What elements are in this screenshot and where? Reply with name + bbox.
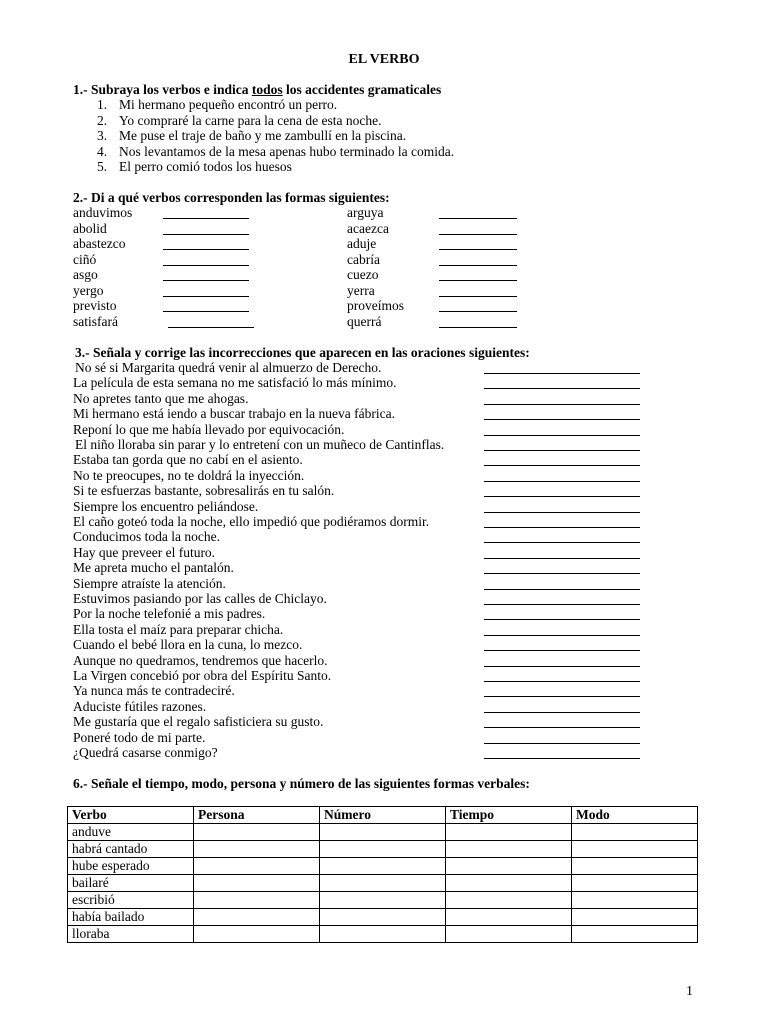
sentence-item: No sé si Margarita quedrá venir al almuerzo de Derecho. (75, 360, 382, 375)
answer-blank[interactable] (439, 284, 517, 297)
answer-cell[interactable] (572, 875, 698, 892)
verb-form-right: yerra (347, 282, 375, 298)
sentence-item: Mi hermano está iendo a buscar trabajo en la nueva fábrica. (73, 406, 395, 422)
correction-blank[interactable] (484, 700, 640, 713)
correction-blank[interactable] (484, 623, 640, 636)
answer-blank[interactable] (163, 237, 249, 250)
correction-blank[interactable] (484, 530, 640, 543)
answer-blank[interactable] (439, 206, 517, 219)
answer-cell[interactable] (446, 875, 572, 892)
correction-blank[interactable] (484, 731, 640, 744)
sentence-item: Reponí lo que me había llevado por equivocación. (73, 421, 345, 437)
table-row (68, 824, 698, 841)
answer-cell[interactable] (572, 841, 698, 858)
verb-form-right: cuezo (347, 267, 379, 282)
verb-form-right: aduje (347, 236, 377, 251)
correction-blank[interactable] (484, 684, 640, 697)
verb-cell: había bailado (68, 909, 194, 926)
correction-blank[interactable] (484, 561, 640, 574)
verb-cell: hube esperado (68, 858, 194, 875)
answer-cell[interactable] (572, 926, 698, 943)
verb-form-left: anduvimos (73, 205, 133, 220)
table-row (68, 926, 698, 943)
answer-cell[interactable] (194, 909, 320, 926)
section6-heading: 6.- Señale el tiempo, modo, persona y número de las siguientes formas verbales: (73, 776, 530, 791)
list-item: Mi hermano pequeño encontró un perro. (119, 97, 338, 112)
answer-cell[interactable] (320, 824, 446, 841)
list-item: El perro comió todos los huesos (119, 159, 292, 174)
answer-cell[interactable] (194, 858, 320, 875)
sentence-item: El caño goteó toda la noche, ello impedió que podiéramos dormir. (73, 514, 430, 529)
correction-blank[interactable] (484, 453, 640, 466)
answer-cell[interactable] (320, 926, 446, 943)
verb-form-right: acaezca (347, 220, 389, 236)
sentence-item: El niño lloraba sin parar y lo entretení con un muñeco de Cantinflas. (75, 437, 445, 452)
table-row (68, 841, 698, 858)
table-row (68, 909, 698, 926)
section1-heading-part: 1.- Subraya los verbos e indica (73, 82, 252, 97)
answer-cell[interactable] (194, 926, 320, 943)
answer-cell[interactable] (320, 841, 446, 858)
answer-blank[interactable] (439, 315, 517, 328)
sentence-item: La Virgen concebió por obra del Espíritu Santo. (73, 668, 332, 683)
sentence-item: Hay que preveer el futuro. (73, 544, 216, 560)
answer-blank[interactable] (168, 315, 254, 328)
correction-blank[interactable] (484, 500, 640, 513)
list-item-number: 1. (97, 97, 108, 112)
sentence-item: Poneré todo de mi parte. (73, 729, 206, 745)
verb-form-left: yergo (73, 282, 104, 298)
sentence-item: Siempre atraíste la atención. (73, 575, 226, 591)
sentence-item: Ella tosta el maíz para preparar chicha. (73, 621, 284, 637)
answer-blank[interactable] (163, 253, 249, 266)
sentence-item: Siempre los encuentro peliándose. (73, 498, 259, 514)
list-item-number: 2. (97, 112, 108, 128)
correction-blank[interactable] (484, 423, 640, 436)
answer-blank[interactable] (163, 299, 249, 312)
column-header: Tiempo (446, 807, 572, 824)
correction-blank[interactable] (484, 407, 640, 420)
answer-cell[interactable] (572, 909, 698, 926)
sentence-item: Si te esfuerzas bastante, sobresalirás en tu salón. (73, 483, 335, 499)
sentence-item: No te preocupes, no te doldrá la inyección. (73, 467, 305, 483)
answer-cell[interactable] (446, 926, 572, 943)
verb-form-right: proveímos (347, 298, 404, 313)
answer-cell[interactable] (320, 875, 446, 892)
list-item-number: 5. (97, 159, 108, 174)
correction-blank[interactable] (484, 484, 640, 497)
answer-cell[interactable] (446, 892, 572, 909)
sentence-item: Por la noche telefonié a mis padres. (73, 606, 266, 622)
sentence-item: Me apreta mucho el pantalón. (73, 560, 234, 576)
correction-blank[interactable] (484, 546, 640, 559)
correction-blank[interactable] (484, 469, 640, 482)
verb-form-left: asgo (73, 267, 98, 282)
correction-blank[interactable] (484, 361, 640, 374)
list-item: Yo compraré la carne para la cena de esta noche. (119, 112, 382, 128)
verb-form-right: cabría (347, 251, 380, 267)
list-item-number: 4. (97, 143, 108, 159)
answer-blank[interactable] (439, 299, 517, 312)
answer-cell[interactable] (194, 841, 320, 858)
sentence-item: Aduciste fútiles razones. (73, 698, 207, 714)
page-number: 1 (686, 984, 693, 999)
sentence-item: Aunque no quedramos, tendremos que hacerlo. (73, 652, 328, 668)
correction-blank[interactable] (484, 592, 640, 605)
sentence-item: No apretes tanto que me ahogas. (73, 390, 249, 406)
answer-blank[interactable] (163, 284, 249, 297)
verb-form-left: ciñó (73, 251, 97, 267)
column-header: Verbo (68, 807, 194, 824)
answer-cell[interactable] (572, 824, 698, 841)
verb-cell: anduve (68, 824, 194, 841)
sentence-item: Estuvimos pasiando por las calles de Chiclayo. (73, 591, 327, 606)
answer-blank[interactable] (439, 268, 517, 281)
list-item-number: 3. (97, 128, 108, 143)
answer-cell[interactable] (320, 892, 446, 909)
table-header-row (68, 807, 698, 824)
table-row (68, 875, 698, 892)
answer-cell[interactable] (320, 909, 446, 926)
column-header: Modo (572, 807, 698, 824)
sentence-item: La película de esta semana no me satisfació lo más mínimo. (73, 375, 397, 391)
list-item: Nos levantamos de la mesa apenas hubo terminado la comida. (119, 143, 455, 159)
column-header: Persona (194, 807, 320, 824)
table-row (68, 858, 698, 875)
answer-blank[interactable] (439, 237, 517, 250)
section2-heading: 2.- Di a qué verbos corresponden las formas siguientes: (73, 190, 390, 205)
table-row (68, 892, 698, 909)
correction-blank[interactable] (484, 392, 640, 405)
verb-cell: escribió (68, 892, 194, 909)
answer-cell[interactable] (446, 909, 572, 926)
answer-cell[interactable] (572, 892, 698, 909)
answer-blank[interactable] (163, 268, 249, 281)
correction-blank[interactable] (484, 638, 640, 651)
answer-cell[interactable] (572, 858, 698, 875)
correction-blank[interactable] (484, 438, 640, 451)
answer-blank[interactable] (163, 222, 249, 235)
sentence-item: Cuando el bebé llora en la cuna, lo mezco. (73, 637, 303, 653)
answer-blank[interactable] (163, 206, 249, 219)
verb-cell: bailaré (68, 875, 194, 892)
verb-form-left: satisfará (73, 313, 118, 329)
list-item: Me puse el traje de baño y me zambullí en la piscina. (119, 128, 407, 143)
answer-cell[interactable] (446, 858, 572, 875)
sentence-item: Conducimos toda la noche. (73, 529, 220, 545)
correction-blank[interactable] (484, 607, 640, 620)
correction-blank[interactable] (484, 654, 640, 667)
answer-blank[interactable] (439, 253, 517, 266)
sentence-item: Estaba tan gorda que no cabí en el asiento. (73, 452, 303, 468)
correction-blank[interactable] (484, 715, 640, 728)
answer-cell[interactable] (194, 875, 320, 892)
section3-heading: 3.- Señala y corrige las incorrecciones que aparecen en las oraciones siguientes: (75, 345, 530, 360)
correction-blank[interactable] (484, 746, 640, 759)
verb-form-left: previsto (73, 298, 117, 313)
verb-analysis-table (67, 806, 698, 943)
sentence-item: Ya nunca más te contradeciré. (73, 683, 235, 699)
section1-heading-emphasis: todos (251, 82, 283, 97)
answer-cell[interactable] (194, 892, 320, 909)
correction-blank[interactable] (484, 577, 640, 590)
sentence-item: Me gustaría que el regalo safisticiera su gusto. (73, 714, 324, 730)
page-title: EL VERBO (348, 52, 420, 67)
answer-blank[interactable] (439, 222, 517, 235)
verb-cell: lloraba (68, 926, 194, 943)
verb-form-left: abastezco (73, 236, 126, 251)
correction-blank[interactable] (484, 515, 640, 528)
section1-heading (73, 82, 441, 98)
answer-cell[interactable] (320, 858, 446, 875)
sentence-item: ¿Quedrá casarse conmigo? (73, 745, 218, 760)
verb-form-right: querrá (347, 313, 382, 329)
correction-blank[interactable] (484, 376, 640, 389)
answer-cell[interactable] (194, 824, 320, 841)
section1-heading-part: los accidentes gramaticales (282, 82, 442, 97)
verb-form-right: arguya (347, 205, 384, 220)
correction-blank[interactable] (484, 669, 640, 682)
column-header: Número (320, 807, 446, 824)
verb-cell: habrá cantado (68, 841, 194, 858)
answer-cell[interactable] (446, 824, 572, 841)
answer-cell[interactable] (446, 841, 572, 858)
verb-form-left: abolid (73, 220, 107, 236)
